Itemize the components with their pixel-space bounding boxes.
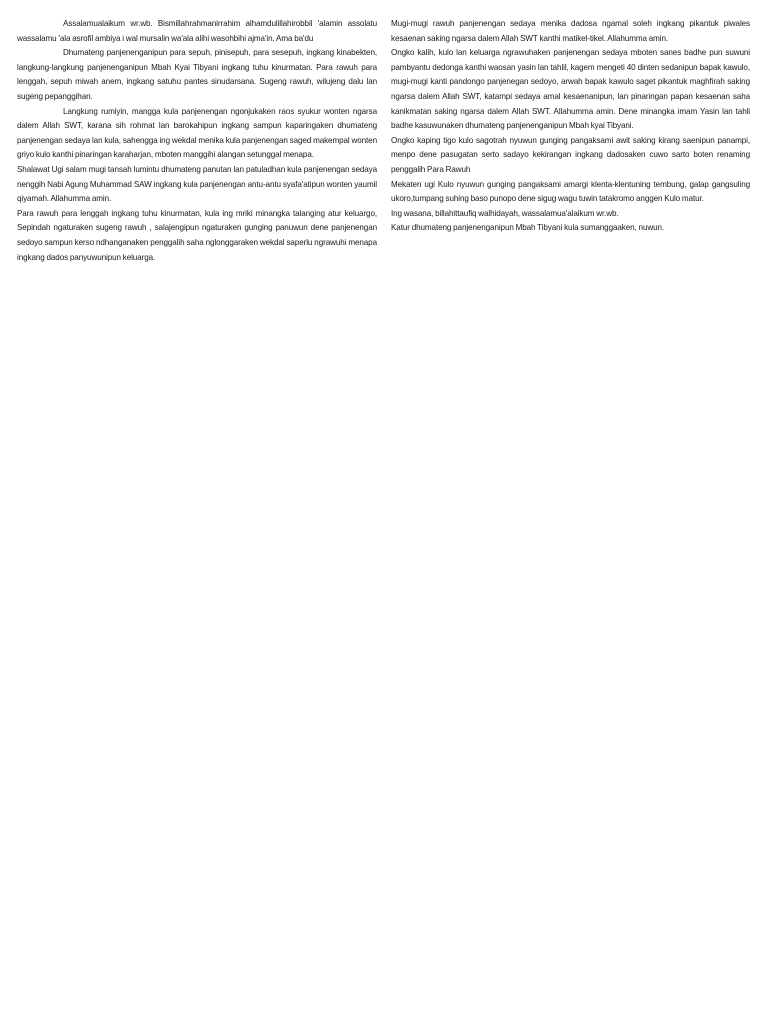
right-column <box>391 17 750 236</box>
apology-hospitality-paragraph: Ongko kaping tigo kulo sagotrah nyuwun gunging pangaksami awit saking kirang saenipun panampi, menpo dene pasugatan serto sadayo kekirangan ingkang dadosaken cuwo sarto boten renaming penggalih Para Rawuh <box>391 135 750 174</box>
honored-guests-paragraph: Dhumateng panjenenganipun para sepuh, pinisepuh, para sesepuh, ingkang kinabekten, langkung-langkung panjenenganipun Mbah Kyai Tibyani ingkang tuhu kinurmatan. Para rawuh para lenggah, sepuh miwah anem, ingkang satuhu pantes sinudarsana. Sugeng rawuh, wilujeng dalu lan sugeng pepanggihan. <box>17 48 377 101</box>
left-column <box>17 17 377 265</box>
apology-speech-paragraph: Mekaten ugi Kulo nyuwun gunging pangaksami amargi klenta-klentuning tembung, galap gangsuling ukoro,tumpang suhing baso punopo dene sigug wagu tuwin tatakromo anggen Kulo matur. <box>391 179 750 204</box>
purpose-paragraph: Ongko kalih, kulo lan keluarga ngrawuhaken panjenengan sedaya mboten sanes badhe pun suwuni pambyantu dedonga kanthi waosan yasin lan tahlil, kagem mengeti 40 dinten sedanipun bapak kawulo, mugi-mugi kanti pandongo panjenegan sedoyo, arwah bapak kawulo saget pikantuk maghfirah saking ngarsa dalem Allah SWT, katampi sedaya amal kesaenanipun, lan pinaringan papan kesaenan saha kanikmatan saking ngarsa dalem Allah SWT. Allahumma amin. Dene minangka imam Yasin lan tahli badhe kasuwunaken dhumateng panjenenganipun Mbah kyai Tibyani. <box>391 48 750 131</box>
prayer-paragraph: Mugi-mugi rawuh panjenengan sedaya menika dadosa ngamal soleh ingkang pikantuk piwales kesaenan saking ngarsa dalem Allah SWT kanthi matikel-tikel. Allahumma amin. <box>391 19 750 43</box>
gratitude-paragraph: Langkung rumiyin, mangga kula panjenengan ngonjukaken raos syukur wonten ngarsa dalem Allah SWT, karana sih rohmat lan barokahipun ingkang sampun kaparingaken dhumateng panjenengan sedaya lan kula, sahengga ing wekdal menika kula panjenengan saged makempal wonten griyo kulo kanthi pinaringan karaharjan, mboten manggihi alangan setunggal menapa. <box>17 106 377 160</box>
closing-salam-paragraph: Ing wasana, billahittaufiq walhidayah, wassalamua'alaikum wr.wb. <box>391 208 619 218</box>
handover-paragraph: Katur dhumateng panjenenganipun Mbah Tibyani kula sumanggaaken, nuwun. <box>391 223 665 233</box>
opening-greeting-paragraph: Assalamualaikum wr.wb. Bismillahrahmanirrahim alhamdulillahirobbil 'alamin assolatu wassalamu 'ala asrofil ambiya i wal mursalin wa'ala alihi wasohbihi ajma'in, Ama ba'du <box>17 19 377 43</box>
welcome-thanks-paragraph: Para rawuh para lenggah ingkang tuhu kinurmatan, kula ing mriki minangka talanging atur keluargo, Sepindah ngaturaken sugeng rawuh , salajengipun ngaturaken gunging panuwun dene panjenengan sedoyo sampun kerso ndhanganaken penggalih saha nglonggaraken wekdal saperlu ngrawuhi menapa ingkang dados panyuwunipun keluarga. <box>17 208 377 262</box>
shalawat-paragraph: Shalawat Ugi salam mugi tansah lumintu dhumateng panutan lan patuladhan kula panjenengan sedaya nenggih Nabi Agung Muhammad SAW ingkang kula panjenengan antu-antu syafa'atipun wonten yaumil qiyamah. Allahumma amin. <box>17 164 377 204</box>
